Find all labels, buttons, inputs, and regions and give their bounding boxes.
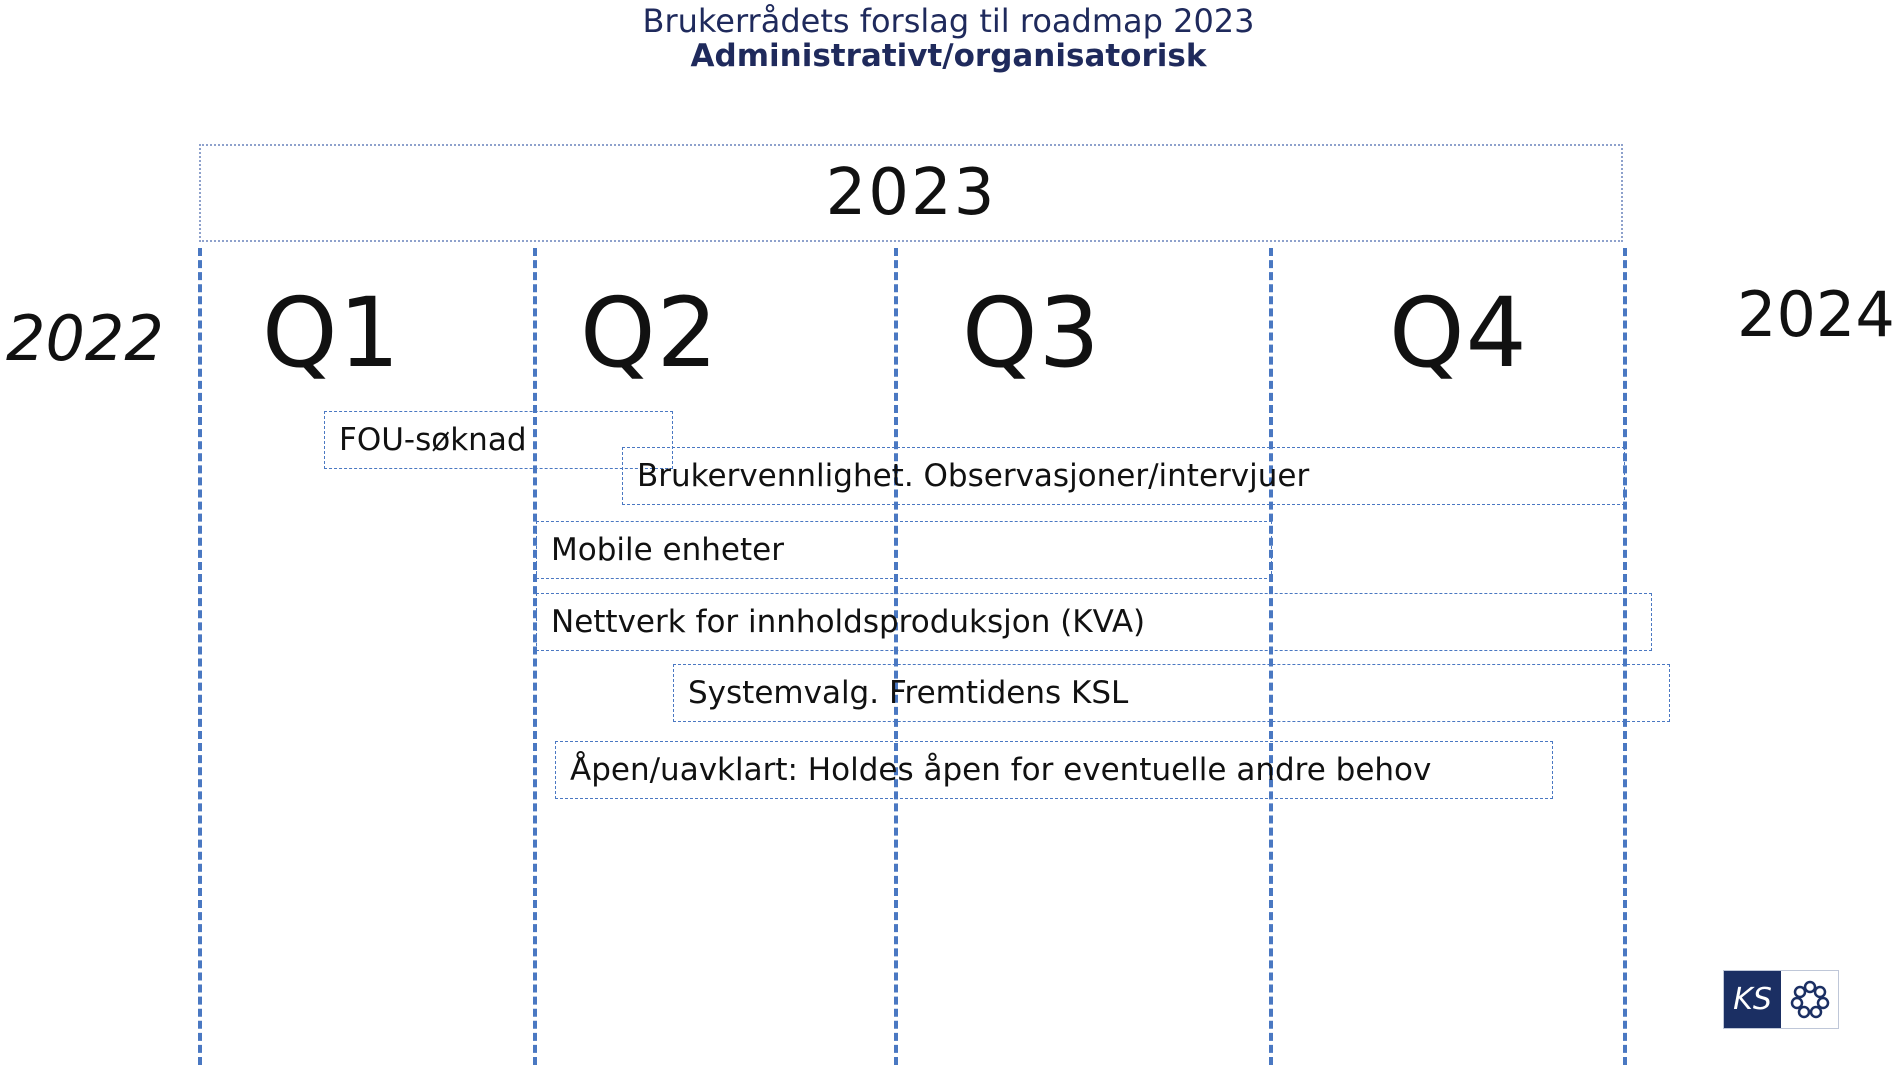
task-fou-soknad: FOU-søknad	[324, 411, 673, 469]
ks-logo	[1723, 970, 1839, 1029]
quarter-q3: Q3	[962, 277, 1101, 389]
quarter-q1: Q1	[262, 277, 401, 389]
divider-start	[198, 248, 202, 1065]
task-apen-uavklart: Åpen/uavklart: Holdes åpen for eventuelle andre behov	[555, 741, 1553, 799]
year-previous: 2022	[6, 302, 164, 375]
ring-icon	[1781, 971, 1838, 1028]
divider-q1-q2	[533, 248, 537, 1065]
task-systemvalg: Systemvalg. Fremtidens KSL	[673, 664, 1670, 722]
divider-end	[1623, 248, 1627, 1065]
quarter-q2: Q2	[580, 277, 719, 389]
divider-q2-q3	[894, 248, 898, 1065]
year-next: 2024	[1737, 278, 1895, 351]
task-brukervennlighet: Brukervennlighet. Observasjoner/intervjuer	[622, 447, 1625, 505]
task-nettverk: Nettverk for innholdsproduksjon (KVA)	[536, 593, 1652, 651]
ks-logo-text: KS	[1724, 971, 1781, 1028]
year-header: 2023	[199, 144, 1623, 242]
roadmap-subtitle: Administrativt/organisatorisk	[690, 38, 1207, 74]
task-mobile-enheter: Mobile enheter	[536, 521, 1272, 579]
quarter-q4: Q4	[1389, 277, 1528, 389]
roadmap-title: Brukerrådets forslag til roadmap 2023	[642, 2, 1255, 40]
divider-q3-q4	[1269, 248, 1273, 1065]
title-block	[0, 4, 1897, 74]
